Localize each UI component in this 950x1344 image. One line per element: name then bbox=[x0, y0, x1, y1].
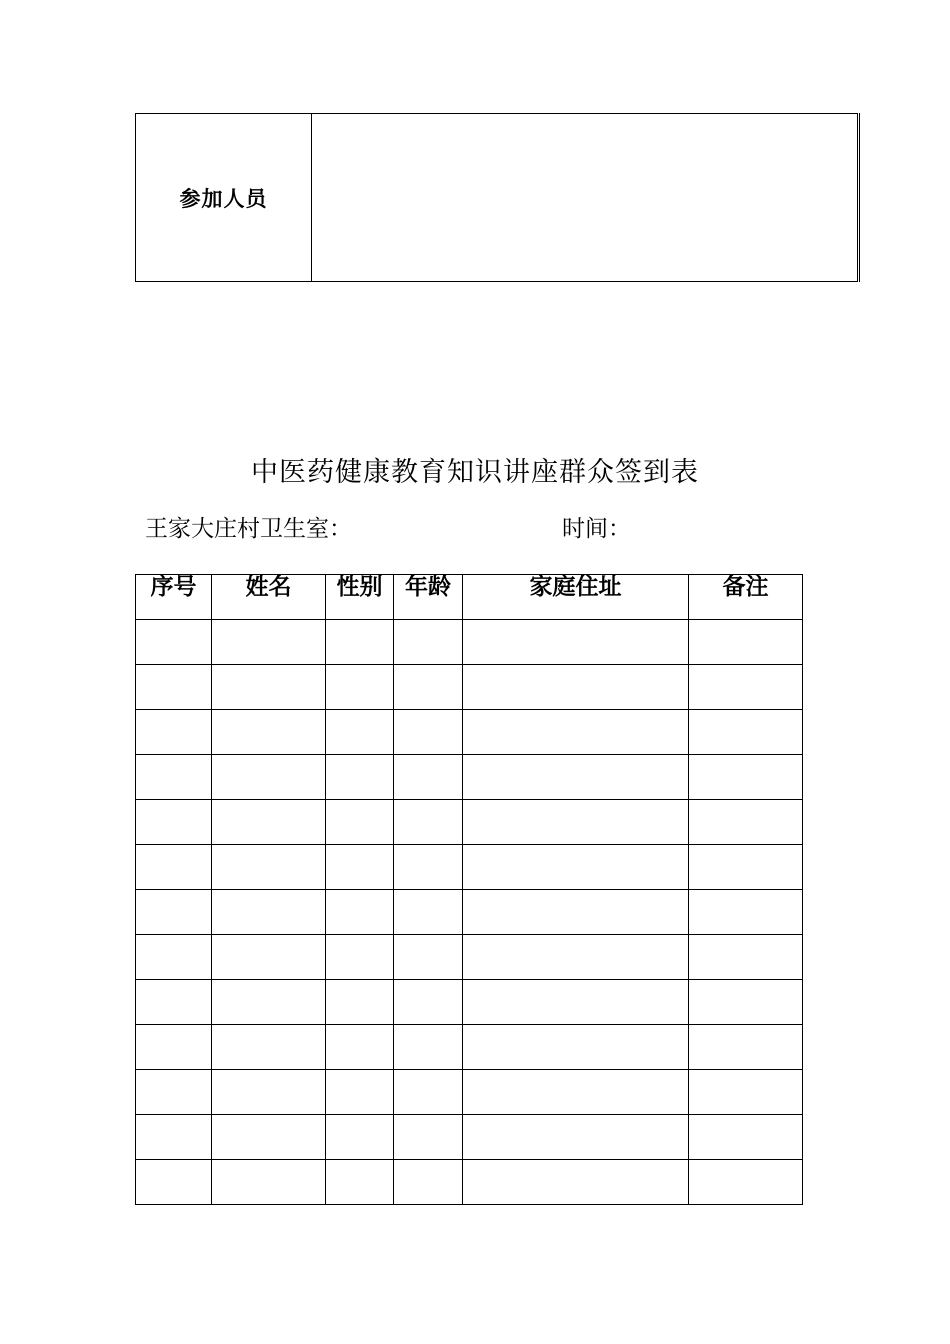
participants-label: 参加人员 bbox=[136, 114, 312, 282]
cell-age[interactable] bbox=[394, 710, 463, 755]
participants-table bbox=[135, 113, 860, 282]
cell-gender[interactable] bbox=[326, 1025, 394, 1070]
cell-remarks[interactable] bbox=[689, 1160, 803, 1205]
cell-name[interactable] bbox=[212, 665, 326, 710]
cell-age[interactable] bbox=[394, 845, 463, 890]
table-row bbox=[136, 980, 803, 1025]
signin-table-body bbox=[136, 620, 803, 1205]
cell-name[interactable] bbox=[212, 935, 326, 980]
cell-name[interactable] bbox=[212, 800, 326, 845]
header-gender: 性别 bbox=[326, 575, 394, 620]
cell-gender[interactable] bbox=[326, 935, 394, 980]
cell-name[interactable] bbox=[212, 620, 326, 665]
signin-table bbox=[135, 574, 803, 1205]
cell-name[interactable] bbox=[212, 710, 326, 755]
table-row bbox=[136, 755, 803, 800]
cell-remarks[interactable] bbox=[689, 845, 803, 890]
cell-age[interactable] bbox=[394, 755, 463, 800]
cell-age[interactable] bbox=[394, 665, 463, 710]
cell-home-address[interactable] bbox=[463, 1115, 689, 1160]
cell-gender[interactable] bbox=[326, 710, 394, 755]
cell-age[interactable] bbox=[394, 890, 463, 935]
cell-gender[interactable] bbox=[326, 1160, 394, 1205]
cell-serial-number[interactable] bbox=[136, 980, 212, 1025]
cell-remarks[interactable] bbox=[689, 980, 803, 1025]
cell-name[interactable] bbox=[212, 1070, 326, 1115]
cell-gender[interactable] bbox=[326, 890, 394, 935]
cell-age[interactable] bbox=[394, 935, 463, 980]
cell-home-address[interactable] bbox=[463, 710, 689, 755]
signin-table-header-row bbox=[136, 575, 803, 620]
cell-gender[interactable] bbox=[326, 665, 394, 710]
cell-home-address[interactable] bbox=[463, 620, 689, 665]
cell-gender[interactable] bbox=[326, 755, 394, 800]
cell-gender[interactable] bbox=[326, 800, 394, 845]
cell-remarks[interactable] bbox=[689, 1115, 803, 1160]
cell-name[interactable] bbox=[212, 980, 326, 1025]
cell-gender[interactable] bbox=[326, 620, 394, 665]
table-row bbox=[136, 890, 803, 935]
header-home-address: 家庭住址 bbox=[463, 575, 689, 620]
cell-remarks[interactable] bbox=[689, 665, 803, 710]
cell-serial-number[interactable] bbox=[136, 710, 212, 755]
cell-serial-number[interactable] bbox=[136, 1160, 212, 1205]
cell-age[interactable] bbox=[394, 1115, 463, 1160]
header-name: 姓名 bbox=[212, 575, 326, 620]
table-row bbox=[136, 845, 803, 890]
cell-gender[interactable] bbox=[326, 1070, 394, 1115]
cell-age[interactable] bbox=[394, 1160, 463, 1205]
cell-home-address[interactable] bbox=[463, 755, 689, 800]
cell-serial-number[interactable] bbox=[136, 800, 212, 845]
cell-remarks[interactable] bbox=[689, 1025, 803, 1070]
organization-label: 王家大庄村卫生室： bbox=[145, 516, 352, 542]
cell-serial-number[interactable] bbox=[136, 1070, 212, 1115]
table-row bbox=[136, 800, 803, 845]
cell-remarks[interactable] bbox=[689, 935, 803, 980]
cell-name[interactable] bbox=[212, 845, 326, 890]
cell-name[interactable] bbox=[212, 1115, 326, 1160]
table-row bbox=[136, 1025, 803, 1070]
cell-home-address[interactable] bbox=[463, 1025, 689, 1070]
cell-age[interactable] bbox=[394, 800, 463, 845]
cell-name[interactable] bbox=[212, 755, 326, 800]
cell-serial-number[interactable] bbox=[136, 755, 212, 800]
cell-remarks[interactable] bbox=[689, 710, 803, 755]
cell-gender[interactable] bbox=[326, 1115, 394, 1160]
cell-remarks[interactable] bbox=[689, 800, 803, 845]
cell-home-address[interactable] bbox=[463, 980, 689, 1025]
cell-name[interactable] bbox=[212, 1025, 326, 1070]
cell-home-address[interactable] bbox=[463, 800, 689, 845]
cell-age[interactable] bbox=[394, 1070, 463, 1115]
table-row bbox=[136, 710, 803, 755]
cell-remarks[interactable] bbox=[689, 620, 803, 665]
cell-remarks[interactable] bbox=[689, 755, 803, 800]
document-title: 中医药健康教育知识讲座群众签到表 bbox=[251, 457, 699, 488]
cell-remarks[interactable] bbox=[689, 890, 803, 935]
cell-remarks[interactable] bbox=[689, 1070, 803, 1115]
cell-name[interactable] bbox=[212, 1160, 326, 1205]
participants-value[interactable] bbox=[312, 114, 859, 282]
table-row bbox=[136, 665, 803, 710]
cell-age[interactable] bbox=[394, 620, 463, 665]
cell-serial-number[interactable] bbox=[136, 665, 212, 710]
table-row bbox=[136, 1115, 803, 1160]
cell-serial-number[interactable] bbox=[136, 1025, 212, 1070]
cell-home-address[interactable] bbox=[463, 890, 689, 935]
table-row bbox=[136, 935, 803, 980]
cell-serial-number[interactable] bbox=[136, 845, 212, 890]
table-row bbox=[136, 620, 803, 665]
cell-serial-number[interactable] bbox=[136, 620, 212, 665]
header-remarks: 备注 bbox=[689, 575, 803, 620]
cell-serial-number[interactable] bbox=[136, 935, 212, 980]
cell-age[interactable] bbox=[394, 1025, 463, 1070]
time-label: 时间： bbox=[562, 516, 631, 542]
cell-name[interactable] bbox=[212, 890, 326, 935]
cell-gender[interactable] bbox=[326, 845, 394, 890]
table-row bbox=[136, 1160, 803, 1205]
cell-home-address[interactable] bbox=[463, 1070, 689, 1115]
cell-gender[interactable] bbox=[326, 980, 394, 1025]
cell-age[interactable] bbox=[394, 980, 463, 1025]
cell-home-address[interactable] bbox=[463, 845, 689, 890]
cell-home-address[interactable] bbox=[463, 1160, 689, 1205]
cell-home-address[interactable] bbox=[463, 665, 689, 710]
header-serial-number: 序号 bbox=[136, 575, 212, 620]
cell-serial-number[interactable] bbox=[136, 1115, 212, 1160]
cell-home-address[interactable] bbox=[463, 935, 689, 980]
header-age: 年龄 bbox=[394, 575, 463, 620]
table-row bbox=[136, 1070, 803, 1115]
cell-serial-number[interactable] bbox=[136, 890, 212, 935]
